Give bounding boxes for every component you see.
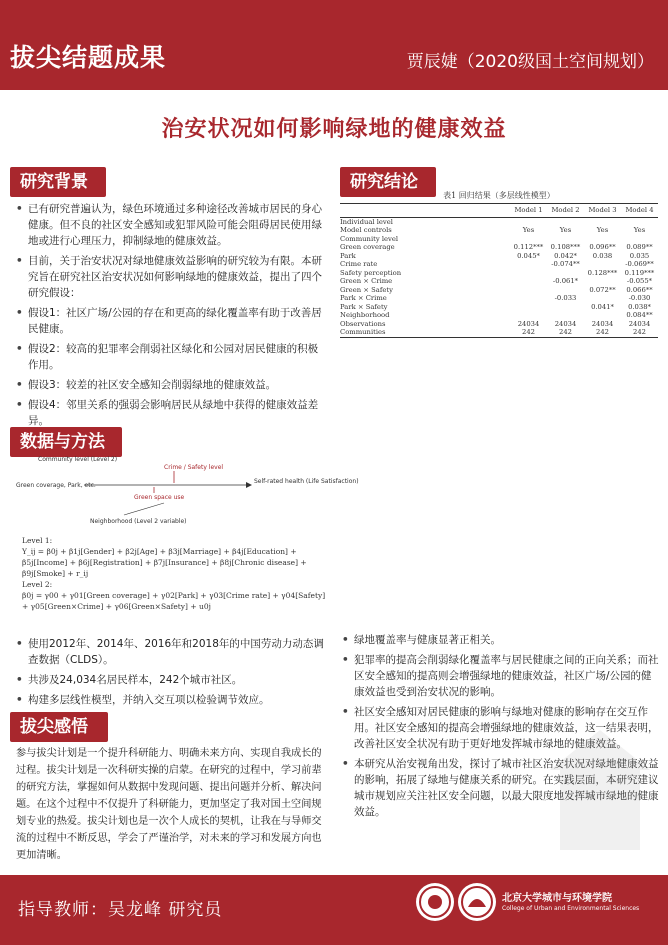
equation-line: Level 2: (22, 580, 53, 589)
table-cell: 242 (633, 328, 646, 336)
table-col-header: Model 2 (551, 206, 580, 214)
diagram-node-green: Green coverage, Park, etc. (16, 482, 96, 489)
table-cell: 0.038* (628, 302, 651, 311)
table-cell: -0.061* (552, 277, 579, 285)
table-row-label: Green × Crime (340, 277, 393, 285)
list-item: • 假设2：较高的犯罪率会削弱社区绿化和公园对居民健康的积极作用。 (14, 341, 326, 373)
table-cell (510, 286, 547, 295)
table-cell: 0.108*** (550, 243, 581, 251)
equation-line: Y_ij = β0j + β1j[Gender] + β2j[Age] + β3j[Marriage] + β4j[Education] + β5j[Income] + β6j[Registration] + β7j[Insurance] + β8j[Chronic disease] + β9j[Smoke] + r_ij (22, 547, 307, 578)
table-col-header: Model 3 (588, 206, 617, 214)
college-logo-icon (458, 883, 496, 921)
table-cell: 0.038 (592, 251, 613, 260)
header-banner (0, 0, 668, 90)
table-row (340, 235, 658, 244)
table-cell: Yes (559, 226, 572, 234)
background-list (14, 201, 326, 433)
table-row-label: Communities (340, 328, 386, 336)
section-header-reflection: 拔尖感悟 (10, 712, 108, 742)
table-cell (547, 303, 584, 312)
mentor-label: 指导教师：吴龙峰 研究员 (18, 900, 223, 920)
table-cell: 24034 (554, 319, 577, 328)
header-divider (0, 90, 668, 92)
table-cell (584, 277, 621, 286)
table-row-label: Crime rate (340, 260, 378, 268)
table-row-label: Park (340, 251, 356, 260)
table-cell (510, 235, 547, 244)
list-item: • 共涉及24,034名居民样本，242个城市社区。 (14, 672, 326, 688)
table-row (340, 328, 658, 338)
table-cell (621, 235, 658, 244)
table-row-label: Model controls (340, 226, 392, 234)
list-item: • 绿地覆盖率与健康显著正相关。 (340, 632, 660, 648)
section-header-methods: 数据与方法 (10, 427, 122, 457)
table-row-label: Community level (340, 234, 399, 243)
table-cell (547, 269, 584, 278)
table-cell: 0.041* (591, 302, 614, 311)
list-item: • 目前，关于治安状况对绿地健康效益影响的研究较为有限。本研究旨在研究社区治安状况如何影响绿地的健康效益，提出了四个研究假设： (14, 253, 326, 301)
table-cell: Yes (596, 226, 609, 234)
table-cell (547, 218, 584, 227)
footer-banner (0, 875, 668, 945)
table-cell: 0.128*** (587, 268, 618, 277)
table-row (340, 294, 658, 303)
list-item: • 社区安全感知对居民健康的影响与绿地对健康的影响存在交互作用。社区安全感知的提高会增强绿地的健康效益，这一结果表明，改善社区安全状况有助于更好地发挥城市绿地的健康效益。 (340, 704, 660, 752)
table-cell: 242 (596, 328, 609, 336)
table-row-label: Neighborhood (340, 311, 390, 319)
table-cell: -0.030 (628, 294, 651, 302)
table-cell: 0.112*** (513, 243, 544, 251)
table-cell (621, 218, 658, 227)
table-row (340, 243, 658, 252)
poster-title: 治安状况如何影响绿地的健康效益 (161, 117, 507, 142)
diagram-node-level: Community level (Level 2) (38, 456, 118, 463)
table-row (340, 311, 658, 320)
diagram-node-use: Green space use (134, 494, 185, 501)
list-item: • 本研究从治安视角出发，探讨了城市社区治安状况对绿地健康效益的影响，拓展了绿地与健康关系的研究。在实践层面，本研究建议城市规划应关注社区安全问题，以最大限度地发挥城市绿地的健康效益。 (340, 756, 660, 820)
university-seal-icon (416, 883, 454, 921)
methods-list (14, 636, 326, 712)
reflection-paragraph: 参与拔尖计划是一个提升科研能力、明确未来方向、实现自我成长的过程。拔尖计划是一次科研实操的启蒙。在研究的过程中，学习前辈的研究方法，掌握如何从数据中发现问题、提出问题并分析、解决问题。在这个过程中不仅提升了科研能力，更加坚定了我对国土空间规划专业的热爱。拔尖计划也是一次个人成长的契机，让我在与导师交流的过程中不断反思，学会了严谨治学，对未来的学习和发展方向也更加清晰。 (16, 748, 322, 861)
table-col-header: Model 1 (514, 206, 543, 214)
table-row (340, 252, 658, 261)
diagram-node-neighborhood: Neighborhood (Level 2 variable) (90, 518, 187, 525)
table-header-row (340, 203, 658, 218)
table-cell (584, 260, 621, 269)
table-row-label: Green coverage (340, 243, 395, 251)
table-row (340, 218, 658, 227)
table-cell (584, 235, 621, 244)
list-item: • 使用2012年、2014年、2016年和2018年的中国劳动力动态调查数据（CLDS）。 (14, 636, 326, 668)
table-cell (510, 294, 547, 303)
table-cell: -0.074** (551, 260, 580, 268)
table-cell (510, 311, 547, 320)
table-cell: 0.119*** (624, 268, 655, 277)
table-cell: 0.042* (554, 251, 577, 260)
table-cell: Yes (633, 226, 646, 234)
section-header-conclusion: 研究结论 (340, 167, 436, 197)
program-title: 拔尖结题成果 (10, 43, 167, 72)
table-row-label: Safety perception (340, 268, 402, 277)
building-watermark (540, 720, 660, 860)
table-row (340, 320, 658, 329)
table-cell: 0.035 (629, 251, 650, 260)
table-cell: 0.089** (626, 243, 653, 251)
table-body (340, 218, 658, 338)
list-item: • 构建多层线性模型，并纳入交互项以检验调节效应。 (14, 692, 326, 708)
table-cell (584, 311, 621, 320)
table-cell: 0.096** (589, 243, 616, 251)
table-cell (510, 303, 547, 312)
list-item: • 假设3：较差的社区安全感知会削弱绿地的健康效益。 (14, 377, 326, 393)
table-row (340, 260, 658, 269)
table-cell: -0.055* (626, 277, 653, 285)
table-row (340, 277, 658, 286)
table-cell: 24034 (591, 319, 614, 328)
conceptual-framework-diagram (14, 453, 359, 533)
table-row (340, 269, 658, 278)
table-caption: 表1 回归结果（多层线性模型） (443, 191, 555, 200)
list-item: • 犯罪率的提高会削弱绿化覆盖率与居民健康之间的正向关系；而社区安全感知的提高则会增强绿地的健康效益，社区广场/公园的健康效益也受到治安状况的影响。 (340, 652, 660, 700)
table-cell: -0.033 (554, 294, 577, 302)
table-cell (584, 294, 621, 303)
table-cell (547, 286, 584, 295)
equation-block (22, 535, 326, 612)
table-cell: 0.066** (626, 285, 653, 294)
table-row (340, 226, 658, 235)
table-row (340, 303, 658, 312)
list-item: • 假设1：社区广场/公园的存在和更高的绿化覆盖率有助于改善居民健康。 (14, 305, 326, 337)
table-row-label: Green × Safety (340, 285, 393, 294)
table-row-label: Park × Safety (340, 302, 388, 311)
table-row (340, 286, 658, 295)
table-col-header: Model 4 (625, 206, 654, 214)
table-cell (547, 311, 584, 320)
table-cell: Yes (522, 226, 535, 234)
author-label: 贾辰婕（2020级国土空间规划） (406, 52, 654, 72)
equation-line: β0j = γ00 + γ01[Green coverage] + γ02[Park] + γ03[Crime rate] + γ04[Safety] + γ05[Green×Crime] + γ06[Green×Safety] + u0j (22, 591, 326, 611)
list-item: • 假设4：邻里关系的强弱会影响居民从绿地中获得的健康效益差异。 (14, 397, 326, 429)
equation-line: Level 1: (22, 536, 53, 545)
table-cell (510, 277, 547, 286)
diagram-arrowhead-main (246, 482, 252, 488)
diagram-arrow-neighborhood (124, 503, 164, 515)
table-cell: 24034 (628, 319, 651, 328)
diagram-node-crime: Crime / Safety level (164, 464, 224, 471)
school-name-en: College of Urban and Environmental Sciences (502, 905, 640, 912)
table-cell (510, 260, 547, 269)
table-cell: 24034 (517, 319, 540, 328)
table-cell (584, 218, 621, 227)
diagram-node-health: Self-rated health (Life Satisfaction) (254, 478, 359, 485)
section-header-background: 研究背景 (10, 167, 106, 197)
table-cell (510, 218, 547, 227)
table-cell (547, 235, 584, 244)
table-cell: 0.072** (589, 285, 616, 294)
table-cell (510, 269, 547, 278)
table-cell: 242 (522, 328, 535, 336)
table-cell: 0.084** (626, 311, 653, 319)
table-cell: 242 (559, 328, 572, 336)
table-row-label: Observations (340, 319, 386, 328)
table-row-label: Park × Crime (340, 294, 387, 302)
table-cell: -0.069** (625, 260, 654, 268)
list-item: • 已有研究普遍认为，绿色环境通过多种途径改善城市居民的身心健康。但不良的社区安全感知或犯罪风险可能会阻碍居民使用绿地或进行心理压力，抑制绿地的健康效益。 (14, 201, 326, 249)
table-row-label: Individual level (340, 217, 393, 226)
regression-table (340, 190, 658, 338)
school-name: 北京大学城市与环境学院 (502, 893, 612, 904)
table-cell: 0.045* (517, 251, 540, 260)
